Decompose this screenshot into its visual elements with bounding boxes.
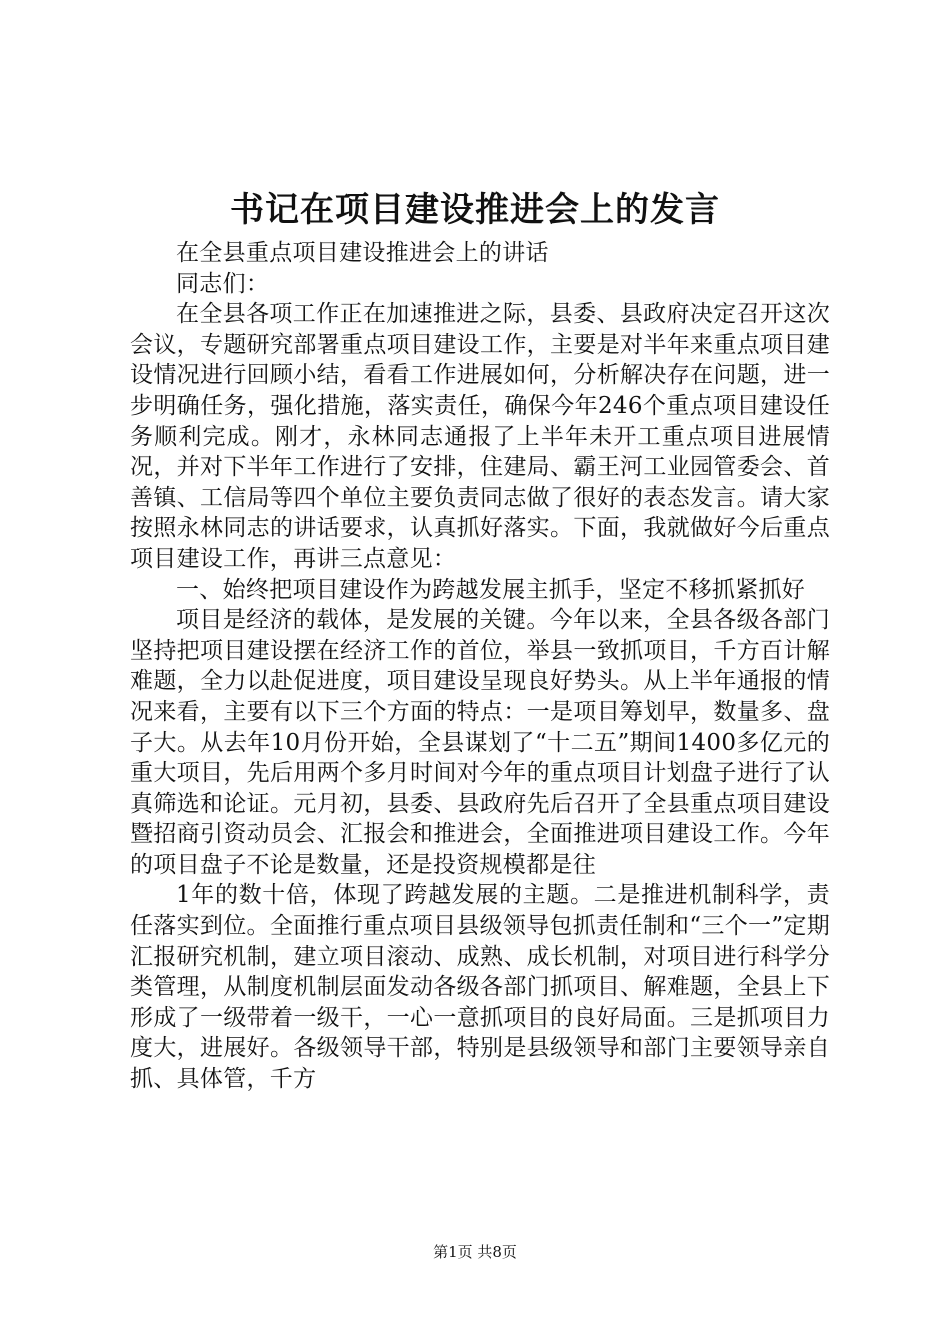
- section-heading-1: 一、始终把项目建设作为跨越发展主抓手，坚定不移抓紧抓好: [176, 576, 806, 603]
- document-body: [130, 238, 830, 1095]
- body-paragraph: 1年的数十倍，体现了跨越发展的主题。二是推进机制科学，责任落实到位。全面推行重点项目县级领导包抓责任制和“三个一”定期汇报研究机制，建立项目滚动、成熟、成长机制，对项目进行科学分类管理，从制度机制层面发动各级各部门抓项目、解难题，全县上下形成了一级带着一级干，一心一意抓项目的良好局面。三是抓项目力度大，进展好。各级领导干部，特别是县级领导和部门主要领导亲自抓、具体管，千方: [130, 882, 830, 1093]
- salutation-paragraph: 同志们：: [176, 270, 270, 297]
- document-title: 书记在项目建设推进会上的发言: [230, 190, 720, 230]
- subtitle-paragraph: 在全县重点项目建设推进会上的讲话: [176, 240, 549, 266]
- intro-paragraph: 在全县各项工作正在加速推进之际，县委、县政府决定召开这次会议，专题研究部署重点项目建设工作，主要是对半年来重点项目建设情况进行回顾小结，看看工作进展如何，分析解决存在问题，进一步明确任务，强化措施，落实责任，确保今年246个重点项目建设任务顺利完成。刚才，永林同志通报了上半年未开工重点项目进展情况，并对下半年工作进行了安排，住建局、霸王河工业园管委会、首善镇、工信局等四个单位主要负责同志做了很好的表态发言。请大家按照永林同志的讲话要求，认真抓好落实。下面，我就做好今后重点项目建设工作，再讲三点意见：: [130, 301, 830, 572]
- body-paragraph: 项目是经济的载体，是发展的关键。今年以来，全县各级各部门坚持把项目建设摆在经济工作的首位，举县一致抓项目，千方百计解难题，全力以赴促进度，项目建设呈现良好势头。从上半年通报的情况来看，主要有以下三个方面的特点：一是项目筹划早，数量多、盘子大。从去年10月份开始，全县谋划了“十二五”期间1400多亿元的重大项目，先后用两个多月时间对今年的重点项目计划盘子进行了认真筛选和论证。元月初，县委、县政府先后召开了全县重点项目建设暨招商引资动员会、汇报会和推进会，全面推进项目建设工作。今年的项目盘子不论是数量，还是投资规模都是往: [130, 607, 830, 878]
- page-number-footer: 第1页 共8页: [433, 1243, 517, 1261]
